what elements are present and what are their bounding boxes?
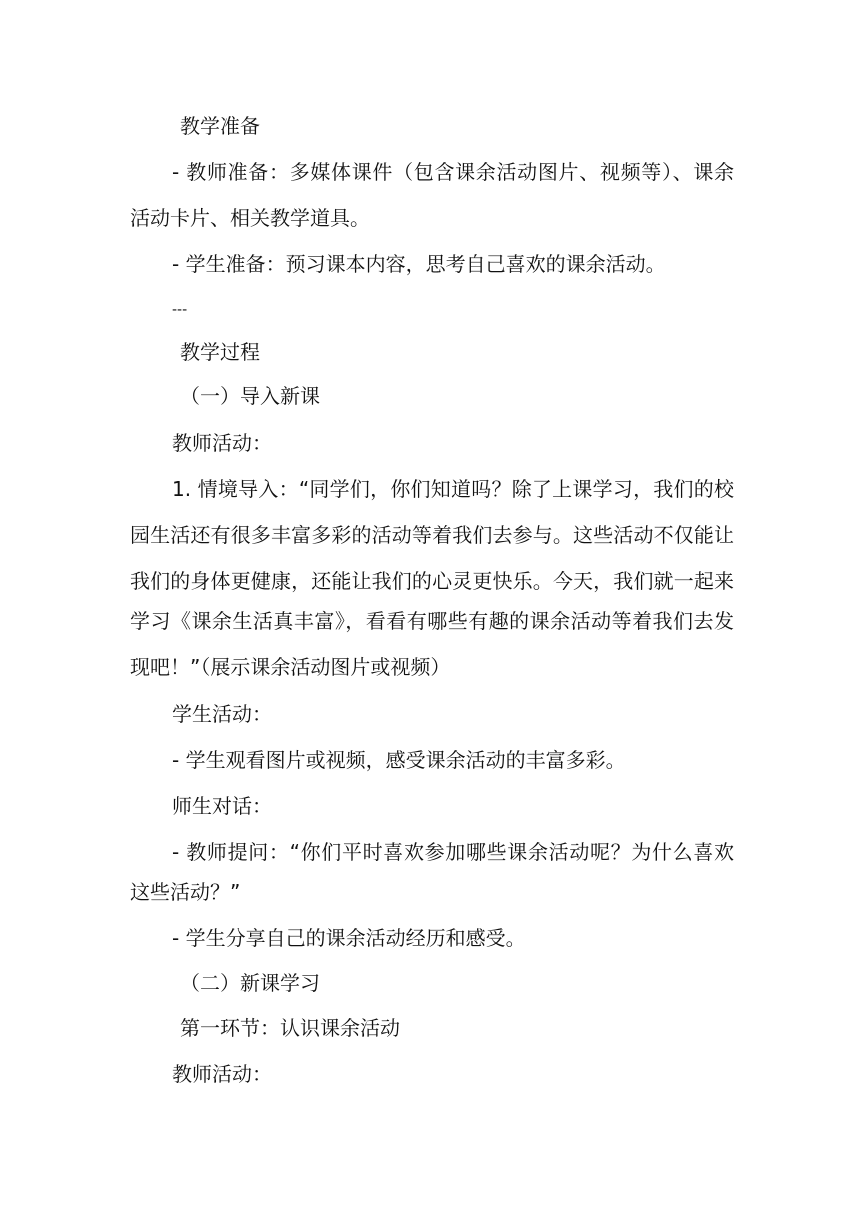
- label-student-activity: 学生活动：: [172, 702, 272, 726]
- teacher-preparation-line: - 教师准备：多媒体课件（包含课余活动图片、视频等）、课余: [172, 160, 734, 184]
- scenario-intro-line-4: 学习《课余生活真丰富》，看看有哪些有趣的课余活动等着我们去发: [130, 609, 734, 633]
- heading-new-lesson: （二）新课学习: [180, 971, 320, 995]
- scenario-intro-line-5: 现吧！”（展示课余活动图片或视频）: [130, 655, 451, 679]
- heading-teaching-process: 教学过程: [180, 340, 260, 364]
- heading-lead-in: （一）导入新课: [180, 384, 320, 408]
- student-sharing-line: - 学生分享自己的课余活动经历和感受。: [172, 926, 526, 950]
- student-activity-line: - 学生观看图片或视频，感受课余活动的丰富多彩。: [172, 748, 626, 772]
- heading-teaching-preparation: 教学准备: [180, 114, 260, 138]
- scenario-intro-line-2: 园生活还有很多丰富多彩的活动等着我们去参与。这些活动不仅能让: [130, 523, 734, 547]
- teacher-question-line: - 教师提问：“你们平时喜欢参加哪些课余活动呢？为什么喜欢: [172, 840, 734, 864]
- teacher-question-continuation: 这些活动？”: [130, 880, 241, 904]
- student-preparation-line: - 学生准备：预习课本内容，思考自己喜欢的课余活动。: [172, 252, 666, 276]
- label-teacher-student-dialogue: 师生对话：: [172, 794, 272, 818]
- label-teacher-activity-2: 教师活动：: [172, 1062, 272, 1086]
- label-teacher-activity: 教师活动：: [172, 431, 272, 455]
- scenario-intro-line: 1. 情境导入：“同学们，你们知道吗？除了上课学习，我们的校: [172, 477, 734, 501]
- heading-first-section: 第一环节：认识课余活动: [180, 1016, 400, 1040]
- scenario-intro-line-3: 我们的身体更健康，还能让我们的心灵更快乐。今天，我们就一起来: [130, 569, 734, 593]
- section-divider: ---: [172, 302, 188, 318]
- teacher-preparation-continuation: 活动卡片、相关教学道具。: [130, 206, 370, 230]
